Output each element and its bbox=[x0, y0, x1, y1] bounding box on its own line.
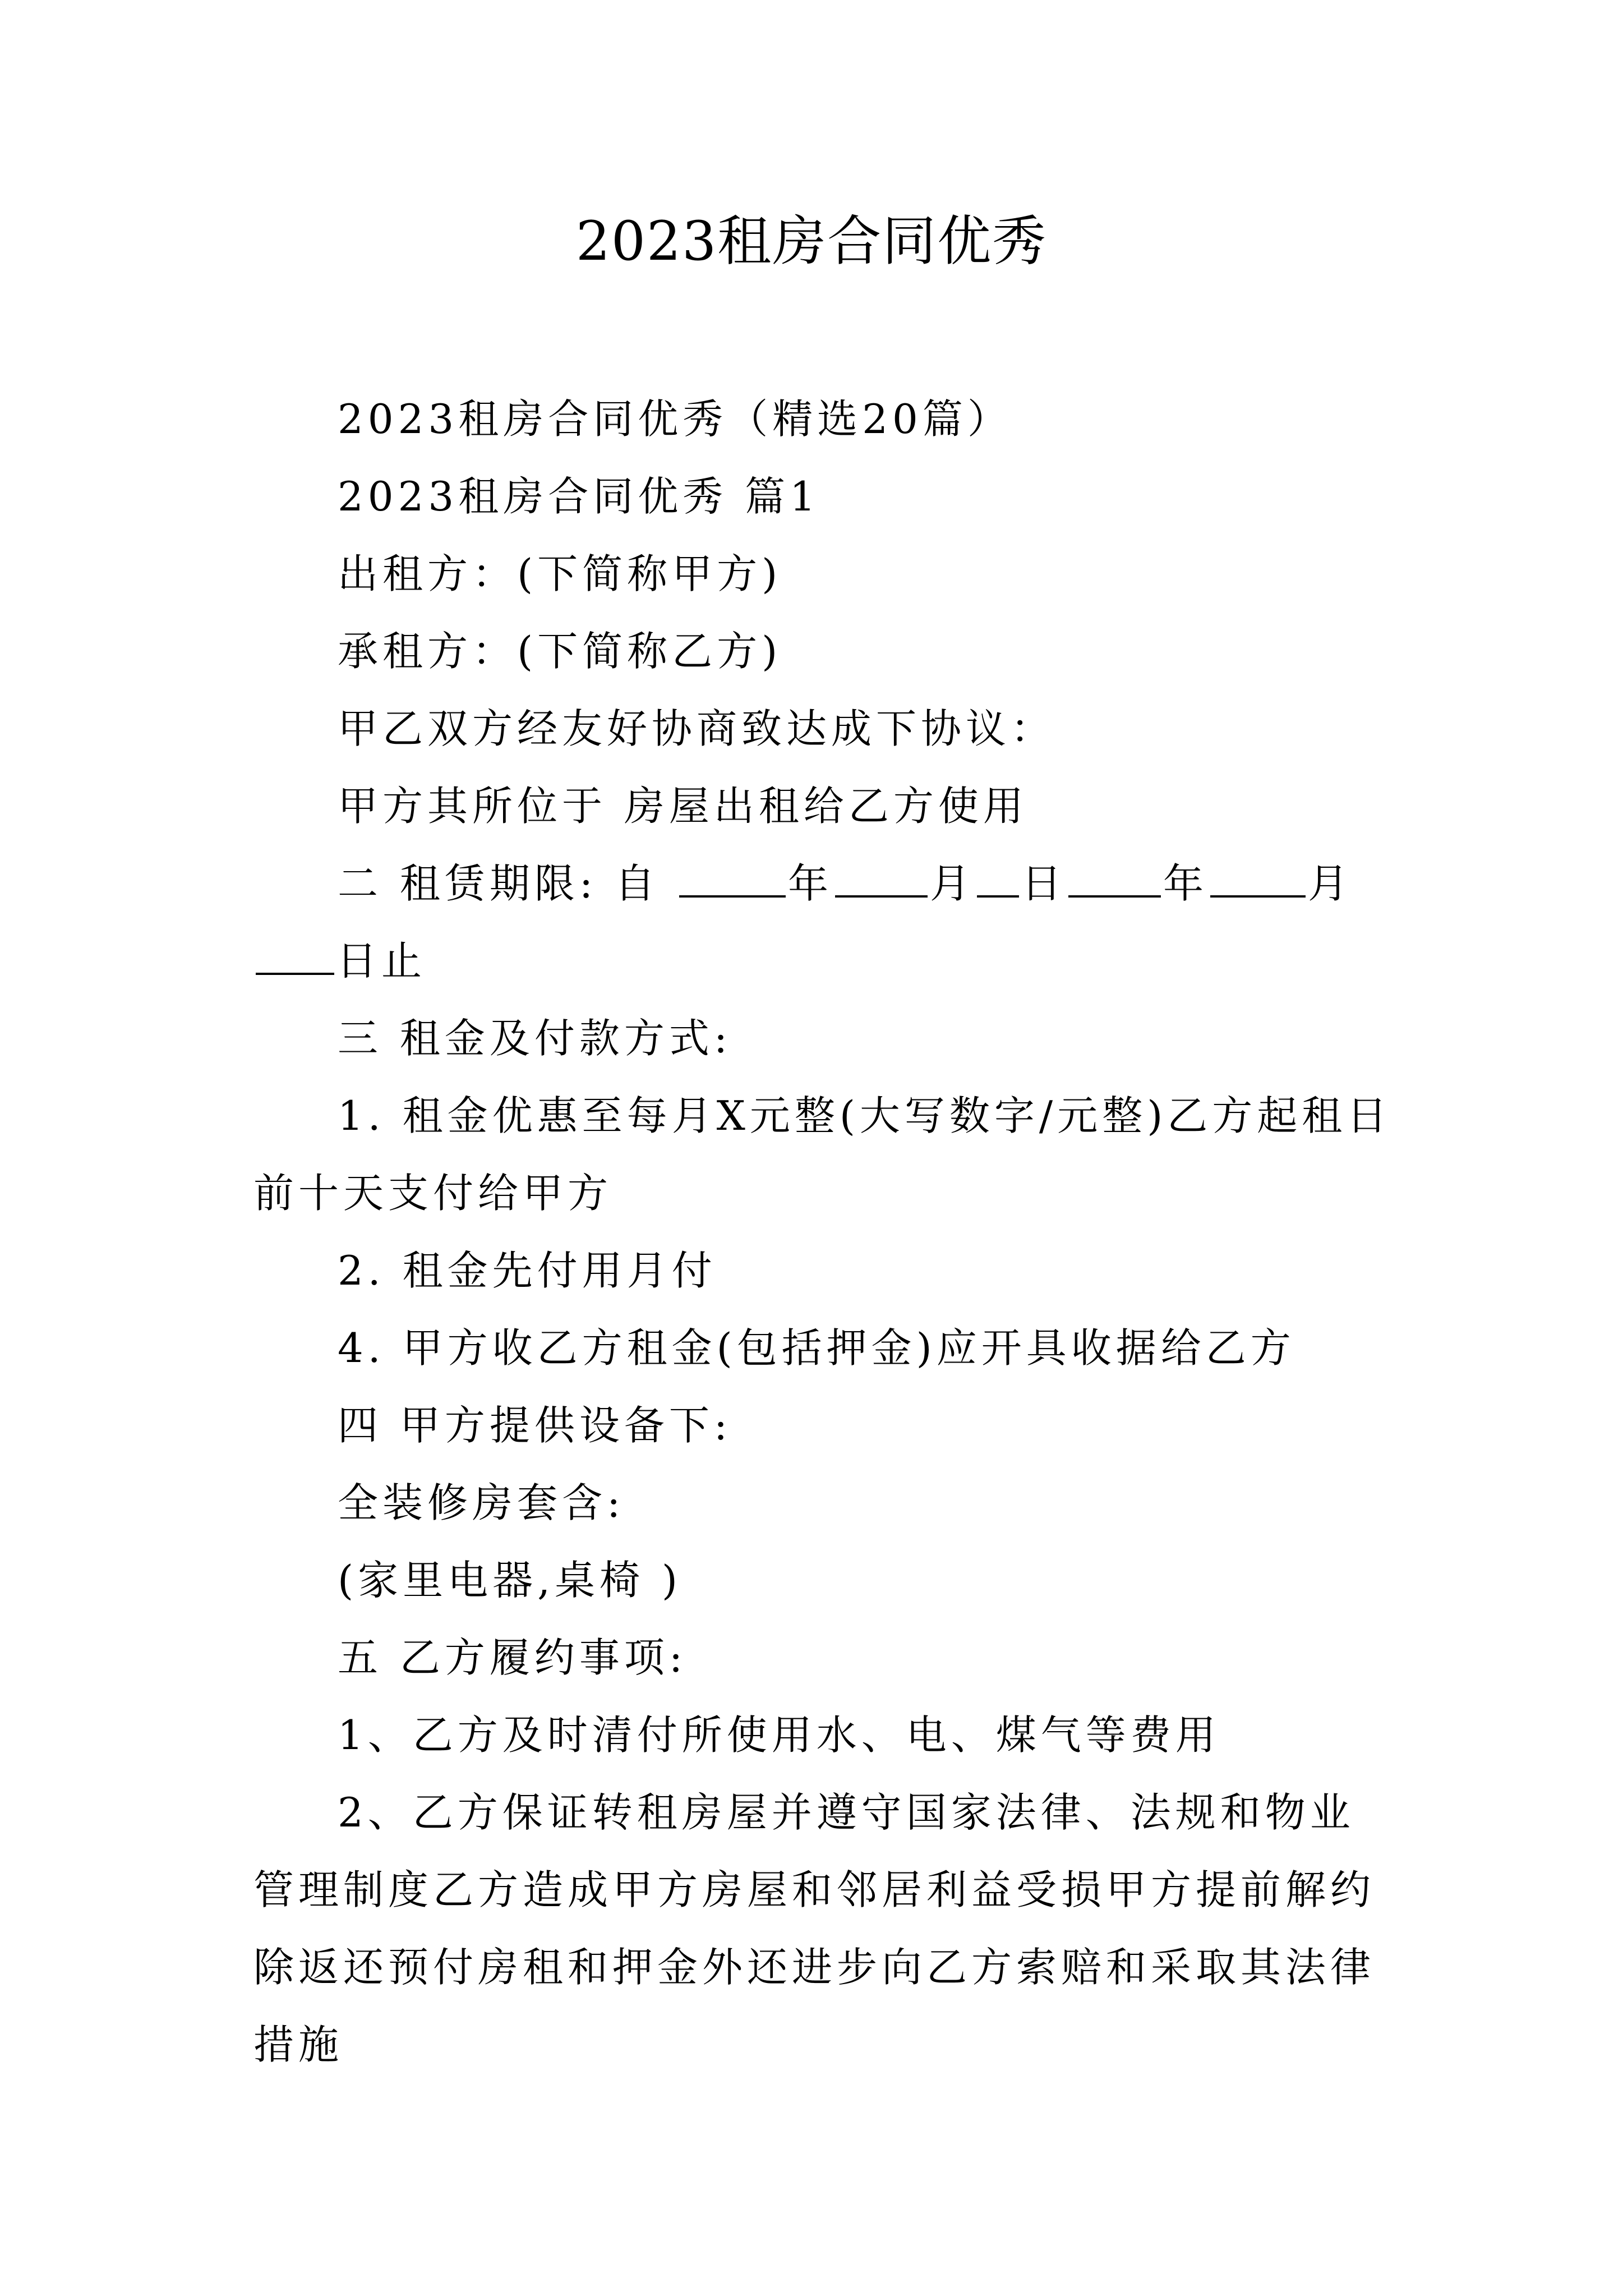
paragraph-section-heading: 2023租房合同优秀 篇1 bbox=[338, 473, 820, 520]
lease-term-year-2: 年 bbox=[1163, 860, 1208, 907]
paragraph-rent-heading: 三 租金及付款方式: bbox=[338, 1015, 732, 1062]
paragraph-rent-item-2: 2. 租金先付用月付 bbox=[338, 1247, 717, 1294]
lease-term-month-2: 月 bbox=[1308, 860, 1353, 907]
paragraph-premises: 甲方其所位于 房屋出租给乙方使用 bbox=[338, 783, 1028, 830]
paragraph-rent-item-4: 4. 甲方收乙方租金(包括押金)应开具收据给乙方 bbox=[338, 1324, 1295, 1372]
blank-line bbox=[256, 940, 334, 975]
paragraph-obligation-2: 2、乙方保证转租房屋并遵守国家法律、法规和物业管理制度乙方造成甲方房屋和邻居利益受损甲方提前解约除返还预付房租和押金外还进步向乙方索赔和采取其法律措施 bbox=[253, 1789, 1376, 2068]
paragraph-rent-item-1: 1. 租金优惠至每月X元整(大写数字/元整)乙方起租日前十天支付给甲方 bbox=[253, 1092, 1392, 1217]
lease-term-month-1: 月 bbox=[929, 860, 975, 907]
paragraph-obligations-heading: 五 乙方履约事项: bbox=[338, 1634, 688, 1681]
paragraph-equipment-list: 全装修房套含: bbox=[338, 1479, 625, 1526]
paragraph-lessee: 承租方：(下简称乙方) bbox=[338, 628, 782, 675]
document-body bbox=[253, 380, 1392, 2083]
paragraph-agreement: 甲乙双方经友好协商致达成下协议： bbox=[338, 705, 1056, 752]
lease-term-prefix: 二 租赁期限: 自 bbox=[338, 860, 660, 907]
lease-term-year-1: 年 bbox=[787, 860, 833, 907]
paragraph-subtitle: 2023租房合同优秀（精选20篇） bbox=[338, 395, 1012, 443]
paragraph-equipment-items: (家里电器,桌椅 ) bbox=[338, 1557, 682, 1604]
blank-line bbox=[679, 863, 786, 898]
lease-term-end: 日止 bbox=[336, 937, 427, 984]
blank-line bbox=[835, 863, 928, 898]
paragraph-obligation-1: 1、乙方及时清付所使用水、电、煤气等费用 bbox=[338, 1711, 1220, 1759]
blank-line bbox=[977, 863, 1019, 898]
document-title: 2023租房合同优秀 bbox=[575, 210, 1048, 273]
paragraph-equipment-heading: 四 甲方提供设备下: bbox=[338, 1402, 732, 1449]
paragraph-lessor: 出租方：(下简称甲方) bbox=[338, 550, 782, 597]
paragraph-lease-term bbox=[253, 845, 1392, 1000]
blank-line bbox=[1210, 863, 1306, 898]
lease-term-day-1: 日 bbox=[1021, 860, 1066, 907]
blank-line bbox=[1068, 863, 1161, 898]
